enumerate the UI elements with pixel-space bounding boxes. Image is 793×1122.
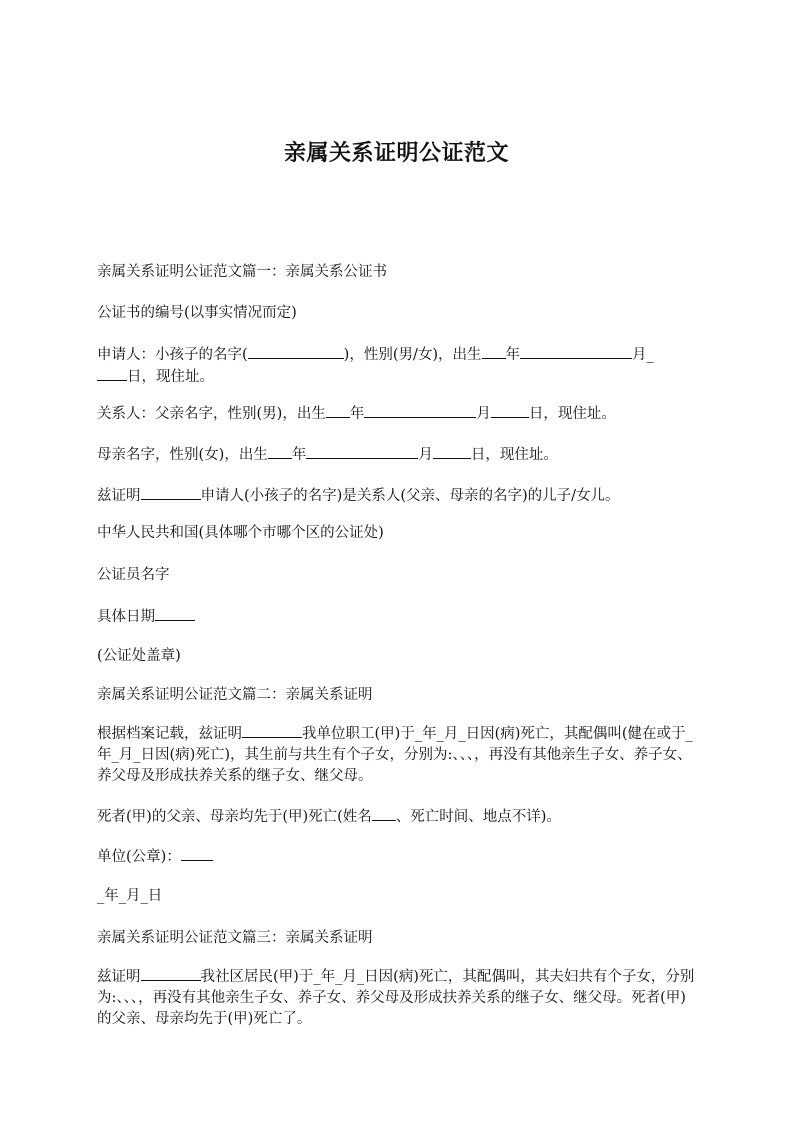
notary-office-line: 中华人民共和国(具体哪个市哪个区的公证处) (97, 525, 384, 541)
community-text-b: 我社区居民(甲)于_年_月_日因(病)死亡，其配偶叫，其夫妇共有个子女，分别为:、、、，再没有其他亲生子女、养子女、养父母及形成扶养关系的继子女、继父母。死者(甲)的父亲、母亲均先于(甲)死亡了。 (97, 969, 695, 1027)
birth-month-blank (520, 344, 632, 359)
father-paragraph (97, 403, 697, 425)
section-two-heading: 亲属关系证明公证范文篇二：亲属关系证明 (97, 687, 373, 703)
applicant-text-d: 月_ (632, 347, 654, 363)
deceased-name-blank (372, 806, 396, 821)
certification-text-b: 申请人(小孩子的名字)是关系人(父亲、母亲的名字)的儿子/女儿。 (200, 488, 620, 504)
section-one-heading: 亲属关系证明公证范文篇一：亲属关系公证书 (97, 264, 387, 280)
unit-seal-label: 单位(公章)： (97, 849, 181, 865)
section-three-heading: 亲属关系证明公证范文篇三：亲属关系证明 (97, 930, 373, 946)
certificate-number-line: 公证书的编号(以事实情况而定) (97, 305, 297, 321)
mother-year-blank (268, 444, 292, 459)
mother-text-d: 日，现住址。 (470, 447, 558, 463)
father-month-blank (364, 403, 476, 418)
mother-month-blank (306, 444, 418, 459)
date-line: _年_月_日 (97, 888, 163, 904)
community-certification-paragraph (97, 966, 697, 1030)
deceased-text-a: 死者(甲)的父亲、母亲均先于(甲)死亡(姓名 (97, 809, 372, 825)
unit-seal-line (97, 846, 697, 868)
archive-blank (242, 723, 302, 738)
mother-text-b: 年 (291, 447, 307, 463)
applicant-text-c: 年 (505, 347, 521, 363)
certification-blank (141, 485, 201, 500)
mother-text-a: 母亲名字，性别(女)，出生 (97, 447, 268, 463)
applicant-text-a: 申请人：小孩子的名字( (97, 347, 248, 363)
mother-day-blank (433, 444, 471, 459)
specific-date-blank (155, 606, 195, 621)
birth-year-blank (482, 344, 506, 359)
archive-text-b: 我单位职工(甲)于_年_月_日因(病)死亡，其配偶叫(健在或于_年_月_日因(病)死亡)，其生前与共生有个子女，分别为:、、、，再没有其他亲生子女、养子女、养父母及形成扶养关系的继子女、继父母。 (97, 726, 693, 784)
specific-date-label: 具体日期 (97, 609, 155, 625)
applicant-text-e: 日，现住址。 (127, 369, 214, 385)
notary-seal-line: (公证处盖章) (97, 648, 181, 664)
deceased-text-b: 、死亡时间、地点不详)。 (395, 809, 561, 825)
applicant-paragraph (97, 344, 697, 388)
deceased-parents-paragraph (97, 806, 697, 828)
unit-seal-blank (181, 846, 213, 861)
father-year-blank (326, 403, 350, 418)
specific-date-line (97, 606, 697, 628)
father-text-b: 年 (349, 406, 365, 422)
mother-text-c: 月 (418, 447, 433, 463)
applicant-text-b: )，性别(男/女)，出生 (343, 347, 482, 363)
certification-text-a: 兹证明 (97, 488, 141, 504)
birth-day-blank (97, 366, 127, 381)
child-name-blank (248, 344, 344, 359)
notary-name-line: 公证员名字 (97, 567, 170, 583)
document-title: 亲属关系证明公证范文 (283, 141, 509, 166)
community-text-a: 兹证明 (97, 969, 141, 985)
father-text-c: 月 (476, 406, 491, 422)
certification-paragraph (97, 485, 697, 507)
mother-paragraph (97, 444, 697, 466)
father-day-blank (491, 403, 529, 418)
father-text-a: 关系人：父亲名字，性别(男)，出生 (97, 406, 326, 422)
community-blank (141, 966, 201, 981)
archive-text-a: 根据档案记载，兹证明 (97, 726, 242, 742)
father-text-d: 日，现住址。 (528, 406, 616, 422)
archive-record-paragraph (97, 723, 697, 787)
